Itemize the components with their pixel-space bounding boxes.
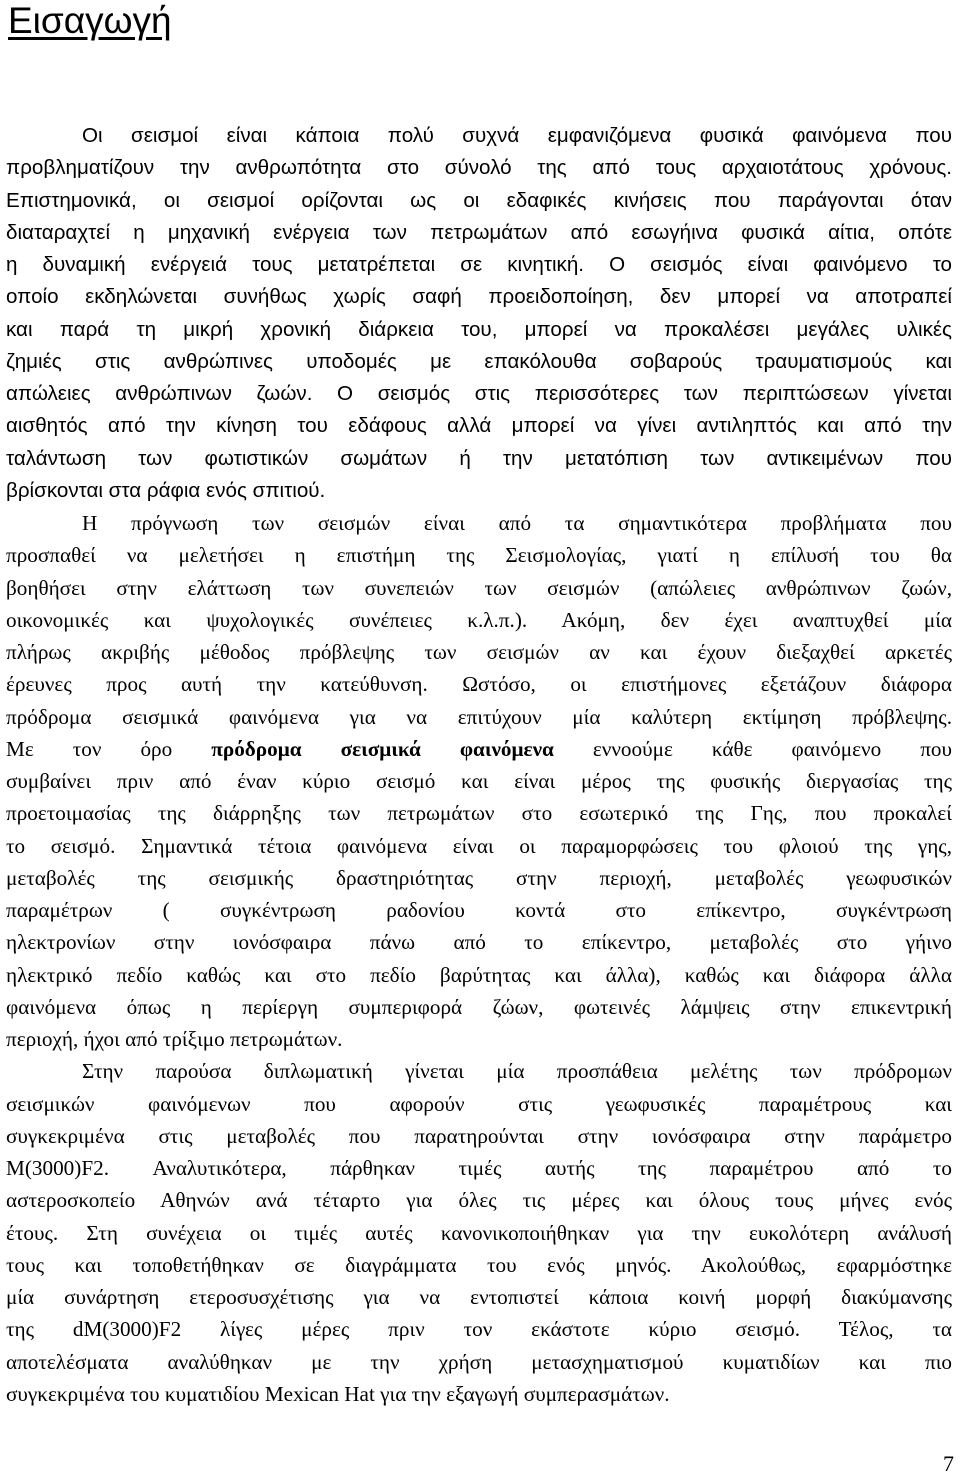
text-line: περιοχή, ήχοι από τρίξιμο πετρωμάτων. <box>6 1027 343 1051</box>
text-line <box>6 733 952 765</box>
text-line: φαινόμενα όπως η περίεργη συμπεριφορά ζώων, φωτεινές λάμψεις στην επικεντρική <box>6 994 952 1019</box>
text-line: βοηθήσει στην ελάττωση των συνεπειών των σεισμών (απώλειες ανθρώπινων ζωών, <box>6 575 952 600</box>
text-line: Μ(3000)F2. Αναλυτικότερα, πάρθηκαν τιμές αυτής της παραμέτρου από το <box>6 1156 952 1180</box>
text-line: παραμέτρων ( συγκέντρωση ραδονίου κοντά στο επίκεντρο, συγκέντρωση <box>6 898 952 922</box>
text-line: και παρά τη μικρή χρονική διάρκεια του, μπορεί να προκαλέσει μεγάλες υλικές <box>6 317 952 341</box>
text-line: μεταβολές της σεισμικής δραστηριότητας στην περιοχή, μεταβολές γεωφυσικών <box>6 865 952 890</box>
text-line: Η πρόγνωση των σεισμών είναι από τα σημαντικότερα προβλήματα που <box>82 511 952 535</box>
text-line: οποίο εκδηλώνεται συνήθως χωρίς σαφή προειδοποίηση, δεν μπορεί να αποτραπεί <box>6 285 952 309</box>
text-segment: εννοούμε κάθε φαινόμενο που <box>553 736 952 761</box>
text-line: αποτελέσματα αναλύθηκαν με την χρήση μετασχηματισμού κυματιδίων και πιο <box>6 1349 952 1374</box>
text-line: της dM(3000)F2 λίγες μέρες πριν τον εκάστοτε κύριο σεισμό. Τέλος, τα <box>6 1317 952 1342</box>
text-line: πλήρως ακριβής μέθοδος πρόβλεψης των σεισμών αν και έχουν διεξαχθεί αρκετές <box>6 640 952 664</box>
section-heading: Εισαγωγή <box>8 0 172 41</box>
text-line: έρευνες προς αυτή την κατεύθυνση. Ωστόσο, οι επιστήμονες εξετάζουν διάφορα <box>6 672 952 697</box>
text-line: συμβαίνει πριν από έναν κύριο σεισμό και είναι μέρος της φυσικής διεργασίας της <box>6 769 952 793</box>
text-line: σεισμικών φαινόμενων που αφορούν στις γεωφυσικές παραμέτρους και <box>6 1091 952 1116</box>
text-line: συγκεκριμένα στις μεταβολές που παρατηρούνται στην ιονόσφαιρα στην παράμετρο <box>6 1123 952 1148</box>
text-line: ηλεκτρικό πεδίο καθώς και στο πεδίο βαρύτητας και άλλα), καθώς και διάφορα άλλα <box>6 962 952 987</box>
text-line: η δυναμική ενέργειά τους μετατρέπεται σε κινητική. Ο σεισμός είναι φαινόμενο το <box>6 253 952 276</box>
text-line: προσπαθεί να μελετήσει η επιστήμη της Σεισμολογίας, γιατί η επίλυσή του θα <box>6 543 952 568</box>
text-line: Στην παρούσα διπλωματική γίνεται μία προσπάθεια μελέτης των πρόδρομων <box>82 1059 952 1084</box>
body-text <box>6 120 952 1410</box>
text-line: μία συνάρτηση ετεροσυσχέτισης για να εντοπιστεί κάποια κοινή μορφή διακύμανσης <box>6 1285 952 1309</box>
text-line: αισθητός από την κίνηση του εδάφους αλλά μπορεί να γίνει αντιληπτός και από την <box>6 414 952 438</box>
text-segment: Με τον όρο <box>6 736 212 761</box>
text-line: ηλεκτρονίων στην ιονόσφαιρα πάνω από το επίκεντρο, μεταβολές στο γήινο <box>6 930 952 955</box>
page-number: 7 <box>943 1451 954 1476</box>
text-line: αστεροσκοπείο Αθηνών ανά τέταρτο για όλες τις μέρες και όλους τους μήνες ενός <box>6 1188 952 1213</box>
text-line: οικονομικές και ψυχολογικές συνέπειες κ.λ.π.). Ακόμη, δεν έχει αναπτυχθεί μία <box>6 607 952 632</box>
text-line: Επιστημονικά, οι σεισμοί ορίζονται ως οι εδαφικές κινήσεις που παράγονται όταν <box>6 188 952 212</box>
text-line: πρόδρομα σεισμικά φαινόμενα για να επιτύχουν μία καλύτερη εκτίμηση πρόβλεψης. <box>6 704 952 729</box>
text-line: τους και τοποθετήθηκαν σε διαγράμματα του ενός μηνός. Ακολούθως, εφαρμόστηκε <box>6 1252 952 1277</box>
text-line: συγκεκριμένα του κυματιδίου Mexican Hat για την εξαγωγή συμπερασμάτων. <box>6 1381 670 1406</box>
text-line: βρίσκονται στα ράφια ενός σπιτιού. <box>6 478 326 502</box>
text-line: προβληματίζουν την ανθρωπότητα στο σύνολό της από τους αρχαιοτάτους χρόνους. <box>6 156 952 180</box>
text-line: ταλάντωση των φωτιστικών σωμάτων ή την μετατόπιση των αντικειμένων που <box>6 446 952 470</box>
text-line: έτους. Στη συνέχεια οι τιμές αυτές κανονικοποιήθηκαν για την ευκολότερη ανάλυσή <box>6 1220 952 1245</box>
text-line: Οι σεισμοί είναι κάποια πολύ συχνά εμφανιζόμενα φυσικά φαινόμενα που <box>82 124 952 147</box>
bold-term: πρόδρομα σεισμικά φαινόμενα <box>211 736 554 761</box>
text-line: απώλειες ανθρώπινων ζωών. Ο σεισμός στις περισσότερες των περιπτώσεων γίνεται <box>6 382 952 405</box>
text-line: προετοιμασίας της διάρρηξης των πετρωμάτων στο εσωτερικό της Γης, που προκαλεί <box>6 801 952 826</box>
text-line: ζημιές στις ανθρώπινες υποδομές με επακόλουθα σοβαρούς τραυματισμούς και <box>6 349 952 373</box>
text-line: το σεισμό. Σημαντικά τέτοια φαινόμενα είναι οι παραμορφώσεις του φλοιού της γης, <box>6 833 952 858</box>
text-line: διαταραχτεί η μηχανική ενέργεια των πετρωμάτων από εσωγήινα φυσικά αίτια, οπότε <box>6 220 952 244</box>
